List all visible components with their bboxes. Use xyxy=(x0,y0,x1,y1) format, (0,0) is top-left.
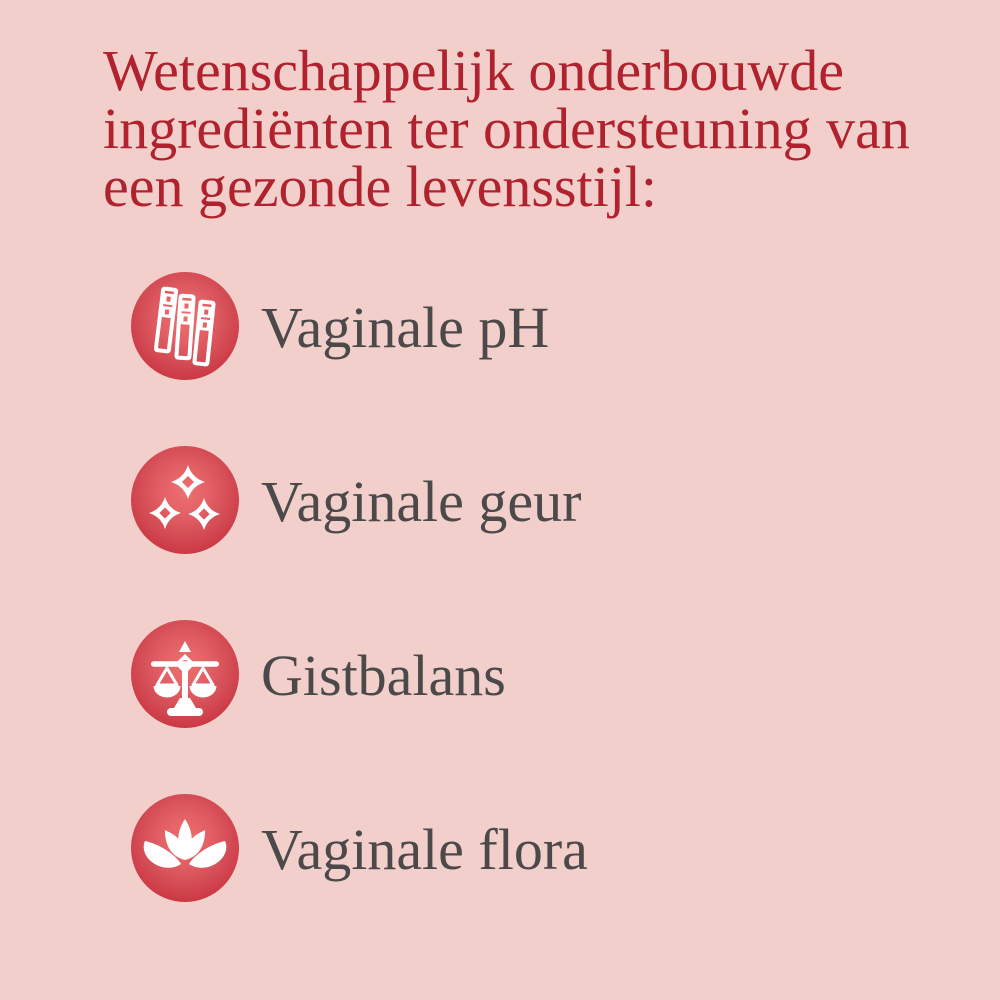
balance-scale-icon xyxy=(131,620,239,728)
list-item-label: Gistbalans xyxy=(261,642,506,708)
list-item-label: Vaginale geur xyxy=(261,468,582,534)
list-item-gistbalans xyxy=(131,620,506,728)
ph-test-strips-icon xyxy=(131,272,239,380)
list-item-vaginale-geur xyxy=(131,446,581,554)
list-item-label: Vaginale pH xyxy=(261,294,550,360)
sparkles-icon xyxy=(131,446,239,554)
page-title: Wetenschappelijk onderbouwde ingrediënten ter ondersteuning van een gezonde levensstijl: xyxy=(103,38,910,219)
lotus-flower-icon xyxy=(131,794,239,902)
list-item-label: Vaginale flora xyxy=(261,816,588,882)
list-item-vaginale-ph xyxy=(131,272,549,380)
list-item-vaginale-flora xyxy=(131,794,588,902)
